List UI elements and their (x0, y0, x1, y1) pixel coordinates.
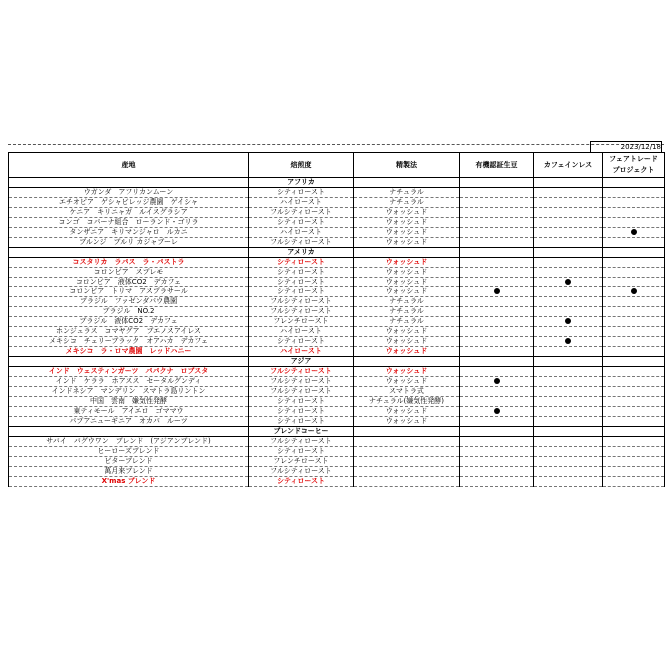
origin-cell: ウガンダ アフリカンムーン (9, 187, 249, 197)
fairtrade-cell (603, 476, 665, 486)
fairtrade-cell (603, 297, 665, 307)
organic-cell (460, 197, 534, 207)
region-cell (354, 178, 460, 188)
fairtrade-cell (603, 367, 665, 377)
organic-cell (460, 466, 534, 476)
region-cell (534, 247, 603, 257)
origin-cell: パプアニューギニア オカパ ルーツ (9, 416, 249, 426)
roast-cell: フルシティロースト (249, 466, 354, 476)
fairtrade-cell (603, 456, 665, 466)
organic-cell (460, 387, 534, 397)
fairtrade-cell (603, 237, 665, 247)
organic-cell (460, 287, 534, 297)
region-cell (460, 247, 534, 257)
header-organic: 有機認証生豆 (460, 153, 534, 178)
decaf-cell (534, 307, 603, 317)
fairtrade-cell (603, 197, 665, 207)
region-row (9, 357, 665, 367)
process-cell: ナチュラル (354, 297, 460, 307)
organic-cell (460, 436, 534, 446)
origin-cell: メキシコ ラ・ロマ農園 レッドハニー (9, 347, 249, 357)
fairtrade-cell (603, 227, 665, 237)
process-cell: ウォッシュド (354, 287, 460, 297)
header-decaf: カフェインレス (534, 153, 603, 178)
roast-cell: フルシティロースト (249, 377, 354, 387)
origin-cell: サバイ バグウワン ブレンド (アジアンブレンド) (9, 436, 249, 446)
roast-cell: シティロースト (249, 337, 354, 347)
roast-cell: フルシティロースト (249, 307, 354, 317)
process-cell (354, 436, 460, 446)
region-cell (603, 247, 665, 257)
decaf-cell (534, 207, 603, 217)
organic-cell (460, 207, 534, 217)
table-row (9, 277, 665, 287)
decaf-cell (534, 476, 603, 486)
organic-cell (460, 227, 534, 237)
process-cell: ウォッシュド (354, 207, 460, 217)
region-cell (460, 178, 534, 188)
decaf-cell (534, 317, 603, 327)
region-cell (9, 357, 249, 367)
decaf-cell (534, 406, 603, 416)
fairtrade-cell (603, 317, 665, 327)
fairtrade-cell (603, 436, 665, 446)
origin-cell: ビターブレンド (9, 456, 249, 466)
roast-cell: フルシティロースト (249, 237, 354, 247)
table-row (9, 456, 665, 466)
roast-cell: シティロースト (249, 446, 354, 456)
organic-cell (460, 267, 534, 277)
process-cell: ウォッシュド (354, 347, 460, 357)
fairtrade-cell (603, 287, 665, 297)
roast-cell: シティロースト (249, 257, 354, 267)
region-row (9, 247, 665, 257)
roast-cell: シティロースト (249, 267, 354, 277)
process-cell: ウォッシュド (354, 257, 460, 267)
process-cell: ウォッシュド (354, 267, 460, 277)
organic-cell (460, 337, 534, 347)
table-row (9, 416, 665, 426)
region-cell (603, 426, 665, 436)
origin-cell: コスタリカ ラパス ラ・パストラ (9, 257, 249, 267)
fairtrade-cell (603, 277, 665, 287)
organic-cell (460, 217, 534, 227)
origin-cell: ケニア キリニャガ ルイスグラシア (9, 207, 249, 217)
region-cell (9, 247, 249, 257)
fairtrade-cell (603, 466, 665, 476)
table-row (9, 257, 665, 267)
table-row (9, 436, 665, 446)
header-fairtrade: フェアトレード プロジェクト (603, 153, 665, 178)
region-cell (534, 357, 603, 367)
organic-cell (460, 307, 534, 317)
fairtrade-cell (603, 406, 665, 416)
decaf-cell (534, 327, 603, 337)
table-row (9, 377, 665, 387)
fairtrade-cell (603, 416, 665, 426)
roast-cell: フルシティロースト (249, 297, 354, 307)
fairtrade-cell (603, 307, 665, 317)
organic-cell (460, 277, 534, 287)
header-row (9, 153, 665, 178)
decaf-cell (534, 396, 603, 406)
roast-cell: シティロースト (249, 396, 354, 406)
check-dot-icon (565, 279, 571, 285)
table-row (9, 466, 665, 476)
table-row (9, 327, 665, 337)
table-row (9, 347, 665, 357)
organic-cell (460, 377, 534, 387)
process-cell: ウォッシュド (354, 227, 460, 237)
organic-cell (460, 317, 534, 327)
fairtrade-cell (603, 387, 665, 397)
origin-cell: ブラジル NO.2 (9, 307, 249, 317)
decaf-cell (534, 277, 603, 287)
decaf-cell (534, 456, 603, 466)
organic-cell (460, 237, 534, 247)
origin-cell: ブルンジ ブルリ カジャブーレ (9, 237, 249, 247)
roast-cell: シティロースト (249, 217, 354, 227)
process-cell: ウォッシュド (354, 327, 460, 337)
roast-cell: ハイロースト (249, 227, 354, 237)
roast-cell: フルシティロースト (249, 387, 354, 397)
coffee-origin-table (8, 152, 665, 487)
table-row (9, 227, 665, 237)
origin-cell: コロンビア スプレモ (9, 267, 249, 277)
organic-cell (460, 456, 534, 466)
fairtrade-cell (603, 257, 665, 267)
origin-cell: 中国 雲南 嫌気性発酵 (9, 396, 249, 406)
table-row (9, 387, 665, 397)
decaf-cell (534, 466, 603, 476)
decaf-cell (534, 187, 603, 197)
fairtrade-cell (603, 446, 665, 456)
origin-cell: ブラジル ファゼンダパウ農園 (9, 297, 249, 307)
roast-cell: ハイロースト (249, 197, 354, 207)
roast-cell: シティロースト (249, 287, 354, 297)
header-process: 精製法 (354, 153, 460, 178)
organic-cell (460, 396, 534, 406)
process-cell: ウォッシュド (354, 377, 460, 387)
region-label: アジア (249, 357, 354, 367)
table-row (9, 297, 665, 307)
fairtrade-cell (603, 396, 665, 406)
header-roast: 焙煎度 (249, 153, 354, 178)
organic-cell (460, 297, 534, 307)
process-cell (354, 456, 460, 466)
organic-cell (460, 257, 534, 267)
process-cell: ウォッシュド (354, 337, 460, 347)
origin-cell: メキシコ チェリーブラック オアハカ デカフェ (9, 337, 249, 347)
fairtrade-cell (603, 267, 665, 277)
decaf-cell (534, 217, 603, 227)
check-dot-icon (631, 229, 637, 235)
organic-cell (460, 416, 534, 426)
organic-cell (460, 347, 534, 357)
fairtrade-cell (603, 327, 665, 337)
decaf-cell (534, 416, 603, 426)
roast-cell: フルシティロースト (249, 207, 354, 217)
origin-cell: ホンジュラス コマヤグア ブエノスアイレス (9, 327, 249, 337)
process-cell: ナチュラル (354, 187, 460, 197)
process-cell: ウォッシュド (354, 406, 460, 416)
fairtrade-cell (603, 207, 665, 217)
process-cell: ナチュラル (354, 317, 460, 327)
decaf-cell (534, 297, 603, 307)
decaf-cell (534, 227, 603, 237)
roast-cell: シティロースト (249, 416, 354, 426)
origin-cell: コロンビア 液体CO2 デカフェ (9, 277, 249, 287)
region-cell (354, 357, 460, 367)
region-cell (354, 426, 460, 436)
table-row (9, 217, 665, 227)
roast-cell: ハイロースト (249, 327, 354, 337)
region-cell (534, 178, 603, 188)
check-dot-icon (494, 288, 500, 294)
decaf-cell (534, 377, 603, 387)
fairtrade-cell (603, 337, 665, 347)
roast-cell: シティロースト (249, 476, 354, 486)
organic-cell (460, 187, 534, 197)
header-origin: 産地 (9, 153, 249, 178)
table-row (9, 446, 665, 456)
fairtrade-cell (603, 377, 665, 387)
origin-cell: ブラジル 液体CO2 デカフェ (9, 317, 249, 327)
origin-cell: コロンビア トリマ アスプラサール (9, 287, 249, 297)
decaf-cell (534, 387, 603, 397)
roast-cell: シティロースト (249, 406, 354, 416)
organic-cell (460, 327, 534, 337)
organic-cell (460, 476, 534, 486)
roast-cell: フレンチロースト (249, 317, 354, 327)
table-body (9, 178, 665, 487)
top-dashed-rule (8, 144, 664, 145)
region-cell (534, 426, 603, 436)
origin-cell: インドネシア マンデリン スマトラ島リントン (9, 387, 249, 397)
table-row (9, 267, 665, 277)
table-row (9, 367, 665, 377)
region-cell (9, 426, 249, 436)
process-cell: ウォッシュド (354, 367, 460, 377)
fairtrade-cell (603, 217, 665, 227)
decaf-cell (534, 367, 603, 377)
organic-cell (460, 367, 534, 377)
origin-cell: エチオピア ゲシャビレッジ農園 ゲイシャ (9, 197, 249, 207)
origin-cell: インド ケララ ホアスス セータルグンディ (9, 377, 249, 387)
region-row (9, 178, 665, 188)
fairtrade-cell (603, 347, 665, 357)
process-cell: ナチュラル (354, 307, 460, 317)
check-dot-icon (494, 408, 500, 414)
process-cell: ナチュラル(嫌気性発酵) (354, 396, 460, 406)
table-row (9, 317, 665, 327)
origin-cell: タンザニア キリマンジャロ ルカニ (9, 227, 249, 237)
decaf-cell (534, 347, 603, 357)
decaf-cell (534, 436, 603, 446)
roast-cell: シティロースト (249, 277, 354, 287)
table-row (9, 207, 665, 217)
roast-cell: フルシティロースト (249, 436, 354, 446)
decaf-cell (534, 237, 603, 247)
region-label: アフリカ (249, 178, 354, 188)
origin-cell: ヒーローズブレンド (9, 446, 249, 456)
check-dot-icon (631, 288, 637, 294)
check-dot-icon (565, 338, 571, 344)
table-row (9, 237, 665, 247)
decaf-cell (534, 287, 603, 297)
process-cell: ウォッシュド (354, 277, 460, 287)
table-row (9, 197, 665, 207)
date-label: 2023/12/18 (590, 141, 662, 152)
process-cell: ウォッシュド (354, 237, 460, 247)
roast-cell: フレンチロースト (249, 456, 354, 466)
region-label: ブレンドコーヒー (249, 426, 354, 436)
origin-cell: コンゴ コパーナ組合 ローランド・ゴリラ (9, 217, 249, 227)
table-row (9, 307, 665, 317)
roast-cell: フルシティロースト (249, 367, 354, 377)
table-row (9, 187, 665, 197)
fairtrade-cell (603, 187, 665, 197)
region-cell (460, 426, 534, 436)
organic-cell (460, 406, 534, 416)
decaf-cell (534, 267, 603, 277)
origin-cell: X'mas ブレンド (9, 476, 249, 486)
origin-cell: インド ウェスティンガーツ パパクナ ロブスタ (9, 367, 249, 377)
table-row (9, 396, 665, 406)
process-cell: スマトラ式 (354, 387, 460, 397)
table-row (9, 337, 665, 347)
roast-cell: シティロースト (249, 187, 354, 197)
check-dot-icon (494, 378, 500, 384)
decaf-cell (534, 446, 603, 456)
table-row (9, 476, 665, 486)
process-cell: ウォッシュド (354, 416, 460, 426)
organic-cell (460, 446, 534, 456)
origin-cell: 東ティモール アイエロ ゴママウ (9, 406, 249, 416)
table-row (9, 287, 665, 297)
decaf-cell (534, 337, 603, 347)
roast-cell: ハイロースト (249, 347, 354, 357)
region-cell (460, 357, 534, 367)
region-cell (354, 247, 460, 257)
check-dot-icon (565, 318, 571, 324)
decaf-cell (534, 197, 603, 207)
process-cell (354, 446, 460, 456)
region-label: アメリカ (249, 247, 354, 257)
process-cell (354, 466, 460, 476)
process-cell: ウォッシュド (354, 217, 460, 227)
region-row (9, 426, 665, 436)
region-cell (9, 178, 249, 188)
table-row (9, 406, 665, 416)
origin-cell: 萬月来ブレンド (9, 466, 249, 476)
region-cell (603, 357, 665, 367)
process-cell: ナチュラル (354, 197, 460, 207)
decaf-cell (534, 257, 603, 267)
process-cell (354, 476, 460, 486)
region-cell (603, 178, 665, 188)
